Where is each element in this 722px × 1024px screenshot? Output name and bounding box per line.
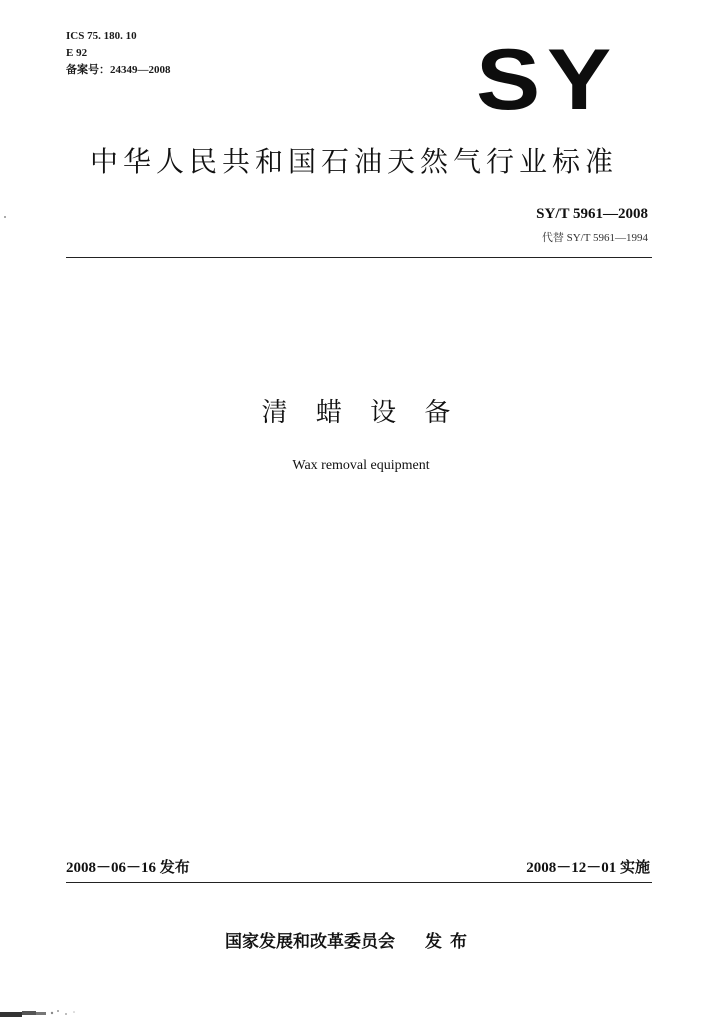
publisher-line: [225, 927, 475, 952]
footer-divider: [66, 882, 652, 883]
scan-speck: [4, 216, 6, 218]
issue-date: 2008－06－16 发布: [66, 860, 190, 876]
classification-code: E 92: [66, 47, 88, 59]
standard-number: SY/T 5961—2008: [536, 206, 648, 222]
document-title-chinese: 清 蜡 设 备: [261, 398, 461, 428]
scan-artifact: [0, 1006, 90, 1020]
ics-code: ICS 75. 180. 10: [66, 30, 137, 42]
effective-date: 2008－12－01 实施: [526, 860, 650, 876]
document-meta: [66, 28, 171, 79]
publish-action: 发布: [425, 932, 475, 952]
document-title-english: Wax removal equipment: [292, 458, 430, 473]
header-divider: [66, 257, 652, 258]
publisher-name: 国家发展和改革委员会: [225, 932, 395, 952]
standard-category-title: 中华人民共和国石油天然气行业标准: [90, 145, 619, 178]
filing-number: 备案号：24349—2008: [66, 64, 171, 76]
sy-logo: SY: [476, 32, 618, 128]
replaced-standard: 代替 SY/T 5961—1994: [541, 232, 648, 244]
